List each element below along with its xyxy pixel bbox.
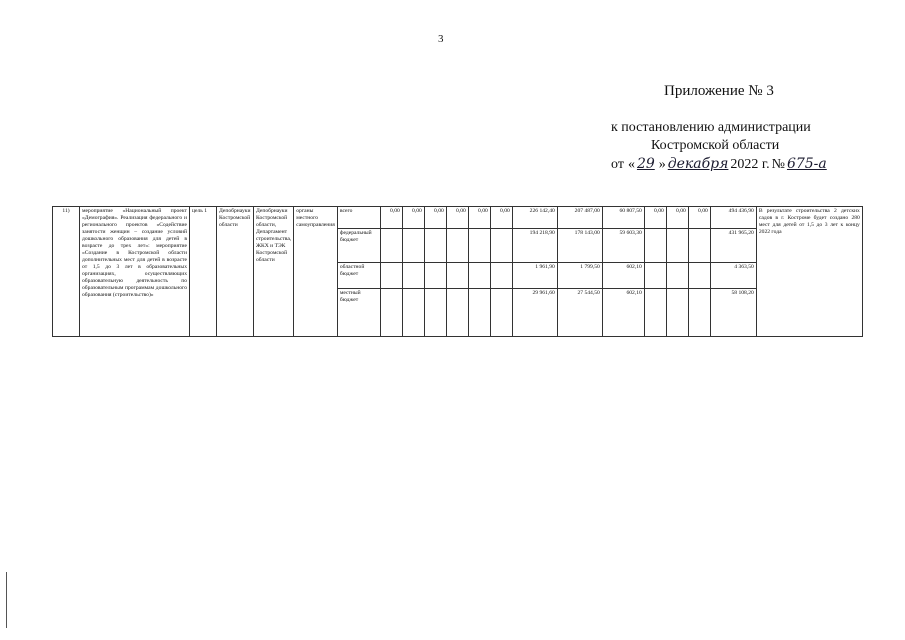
source-cell: всего <box>337 207 380 229</box>
appendix-date-line <box>611 156 829 173</box>
quote-close: » <box>658 157 666 172</box>
value-cell: 29 961,60 <box>512 289 557 337</box>
participants-cell: органы местного самоуправления <box>294 207 338 337</box>
goal-cell: цель 1 <box>190 207 217 337</box>
value-cell <box>380 263 402 289</box>
appendix-line-1: к постановлению администрации <box>611 120 811 135</box>
coexecutor-cell: Депобрнауки Костромской области, Департамент строительства, ЖКХ и ТЭК Костромской области <box>254 207 294 337</box>
value-cell: 1 961,90 <box>512 263 557 289</box>
source-cell: местный бюджет <box>337 289 380 337</box>
value-cell <box>666 229 688 263</box>
handwritten-month: декабря <box>667 156 729 172</box>
program-table <box>52 206 863 337</box>
value-cell: 602,10 <box>602 263 644 289</box>
value-cell <box>468 289 490 337</box>
value-cell: 194 218,90 <box>512 229 557 263</box>
value-cell <box>490 289 512 337</box>
source-cell: федеральный бюджет <box>337 229 380 263</box>
value-cell <box>424 289 446 337</box>
handwritten-day: 29 <box>636 156 655 172</box>
value-cell: 0,00 <box>468 207 490 229</box>
value-cell <box>688 263 710 289</box>
value-cell: 60 807,50 <box>602 207 644 229</box>
total-cell: 431 965,20 <box>710 229 756 263</box>
value-cell <box>644 229 666 263</box>
number-prefix: № <box>771 157 785 172</box>
result-cell: В результате строительства 2 детских садов в г. Костроме будет создано 280 мест для детей от 1,5 до 3 лет к концу 2022 года <box>756 207 862 337</box>
value-cell <box>468 263 490 289</box>
value-cell: 59 603,30 <box>602 229 644 263</box>
quote-open: « <box>627 157 635 172</box>
value-cell: 207 487,00 <box>557 207 602 229</box>
value-cell <box>666 263 688 289</box>
value-cell: 178 143,00 <box>557 229 602 263</box>
value-cell <box>468 229 490 263</box>
total-cell: 4 363,50 <box>710 263 756 289</box>
value-cell <box>666 289 688 337</box>
value-cell: 0,00 <box>424 207 446 229</box>
value-cell: 0,00 <box>446 207 468 229</box>
value-cell <box>424 229 446 263</box>
value-cell: 602,10 <box>602 289 644 337</box>
value-cell: 0,00 <box>688 207 710 229</box>
value-cell <box>380 289 402 337</box>
value-cell <box>402 289 424 337</box>
total-cell: 58 108,20 <box>710 289 756 337</box>
value-cell <box>446 263 468 289</box>
value-cell <box>644 263 666 289</box>
source-cell: областной бюджет <box>337 263 380 289</box>
appendix-line-2: Костромской области <box>651 138 780 153</box>
value-cell: 0,00 <box>380 207 402 229</box>
value-cell: 0,00 <box>644 207 666 229</box>
date-prefix: от <box>611 157 624 172</box>
value-cell: 1 799,50 <box>557 263 602 289</box>
row-number: 11) <box>53 207 80 337</box>
value-cell <box>490 263 512 289</box>
value-cell <box>446 229 468 263</box>
value-cell <box>446 289 468 337</box>
handwritten-number: 675-а <box>786 156 827 172</box>
table-row <box>53 207 863 229</box>
year: 2022 г. <box>730 157 770 172</box>
value-cell: 27 544,50 <box>557 289 602 337</box>
value-cell <box>424 263 446 289</box>
value-cell <box>644 289 666 337</box>
value-cell: 226 142,40 <box>512 207 557 229</box>
value-cell <box>380 229 402 263</box>
value-cell <box>402 263 424 289</box>
value-cell: 0,00 <box>666 207 688 229</box>
value-cell <box>402 229 424 263</box>
value-cell <box>688 289 710 337</box>
value-cell <box>688 229 710 263</box>
value-cell: 0,00 <box>490 207 512 229</box>
page-number: 3 <box>438 33 444 45</box>
scan-edge-mark <box>6 572 7 628</box>
value-cell <box>490 229 512 263</box>
responsible-cell: Депобрнауки Костромской области <box>217 207 254 337</box>
appendix-title: Приложение № 3 <box>664 83 774 99</box>
value-cell: 0,00 <box>402 207 424 229</box>
total-cell: 494 436,90 <box>710 207 756 229</box>
measure-cell: мероприятие «Национальный проект «Демография». Реализация федерального и регионального проектов «Содействие занятости женщин – создание условий дошкольного образования для детей в возрасте до трех лет»: мероприятие «Создание в Костромской области дополнительных мест для детей в возрасте от 1,5 до 3 лет в образовательных организациях, осуществляющих образовательную деятельность по образовательным программам дошкольного образования (строительство)» <box>80 207 190 337</box>
